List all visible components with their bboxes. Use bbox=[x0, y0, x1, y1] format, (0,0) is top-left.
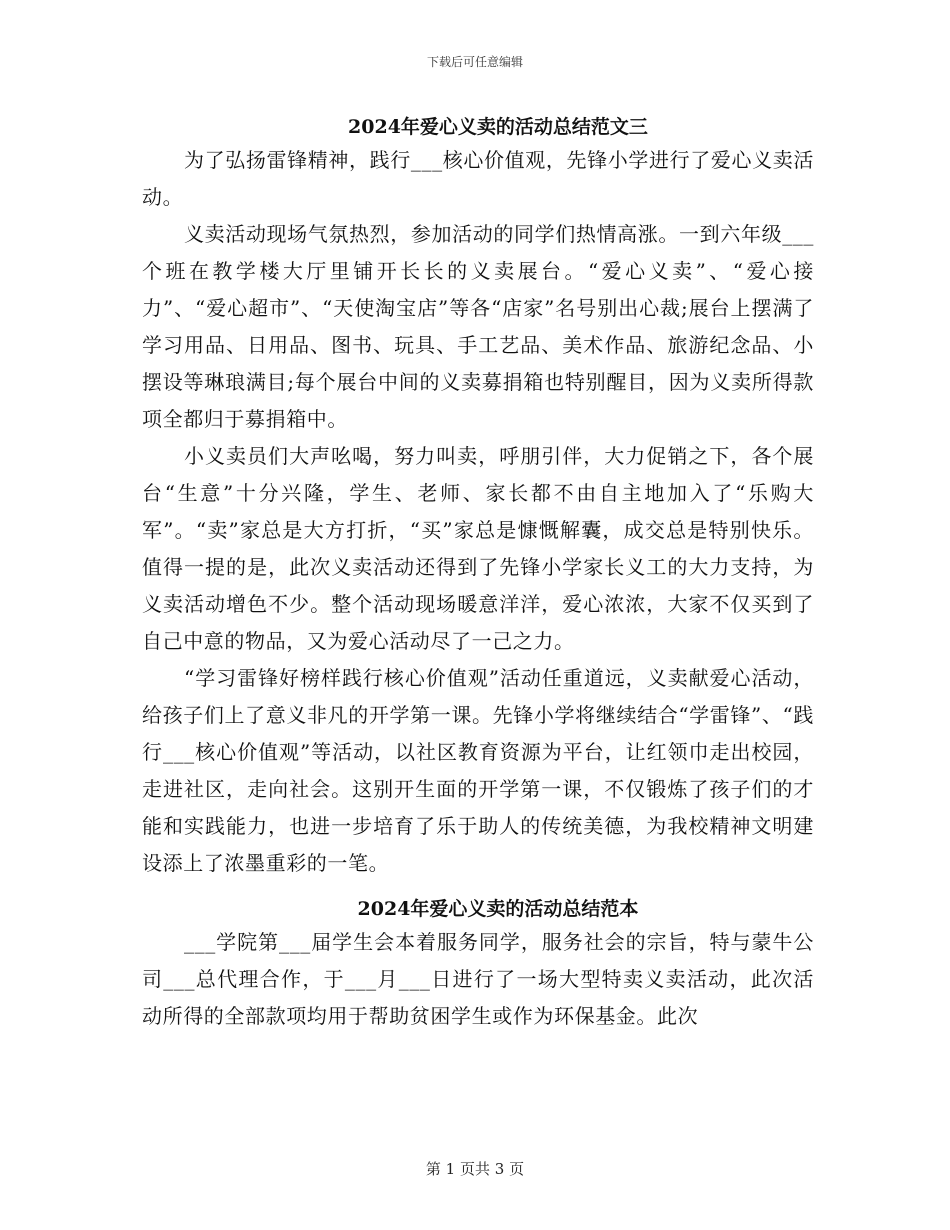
section-title: 2024年爱心义卖的活动总结范文三 bbox=[348, 116, 648, 138]
section-title: 2024年爱心义卖的活动总结范本 bbox=[357, 898, 639, 920]
paragraph: 义卖活动现场气氛热烈，参加活动的同学们热情高涨。一到六年级___个班在教学楼大厅里铺开长长的义卖展台。“爱心义卖”、“爱心接力”、“爱心超市”、“天使淘宝店”等各“店家”名号别出心裁;展台上摆满了学习用品、日用品、图书、玩具、手工艺品、美术作品、旅游纪念品、小摆设等琳琅满目;每个展台中间的义卖募捐箱也特别醒目，因为义卖所得款项全都归于募捐箱中。 bbox=[142, 222, 814, 431]
section-1 bbox=[142, 112, 814, 882]
paragraph: 小义卖员们大声吆喝，努力叫卖，呼朋引伴，大力促销之下，各个展台“生意”十分兴隆，学生、老师、家长都不由自主地加入了“乐购大军”。“卖”家总是大方打折，“买”家总是慷慨解囊，成交总是特别快乐。值得一提的是，此次义卖活动还得到了先锋小学家长义工的大力支持，为义卖活动增色不少。整个活动现场暖意洋洋，爱心浓浓，大家不仅买到了自己中意的物品，又为爱心活动尽了一己之力。 bbox=[142, 444, 814, 653]
document-body bbox=[142, 112, 814, 1035]
section-2 bbox=[142, 894, 814, 1035]
paragraph: 为了弘扬雷锋精神，践行___核心价值观，先锋小学进行了爱心义卖活动。 bbox=[142, 148, 814, 209]
page-footer: 第 1 页共 3 页 bbox=[425, 1160, 525, 1178]
paragraph: ___学院第___届学生会本着服务同学，服务社会的宗旨，特与蒙牛公司___总代理合作，于___月___日进行了一场大型特卖义卖活动，此次活动所得的全部款项均用于帮助贫困学生或作为环保基金。此次 bbox=[142, 930, 814, 1028]
paragraph: “学习雷锋好榜样践行核心价值观”活动任重道远，义卖献爱心活动，给孩子们上了意义非凡的开学第一课。先锋小学将继续结合“学雷锋”、“践行___核心价值观”等活动，以社区教育资源为平台，让红领巾走出校园，走进社区，走向社会。这别开生面的开学第一课，不仅锻炼了孩子们的才能和实践能力，也进一步培育了乐于助人的传统美德，为我校精神文明建设添上了浓墨重彩的一笔。 bbox=[142, 666, 814, 875]
page-header: 下载后可任意编辑 bbox=[426, 55, 523, 69]
